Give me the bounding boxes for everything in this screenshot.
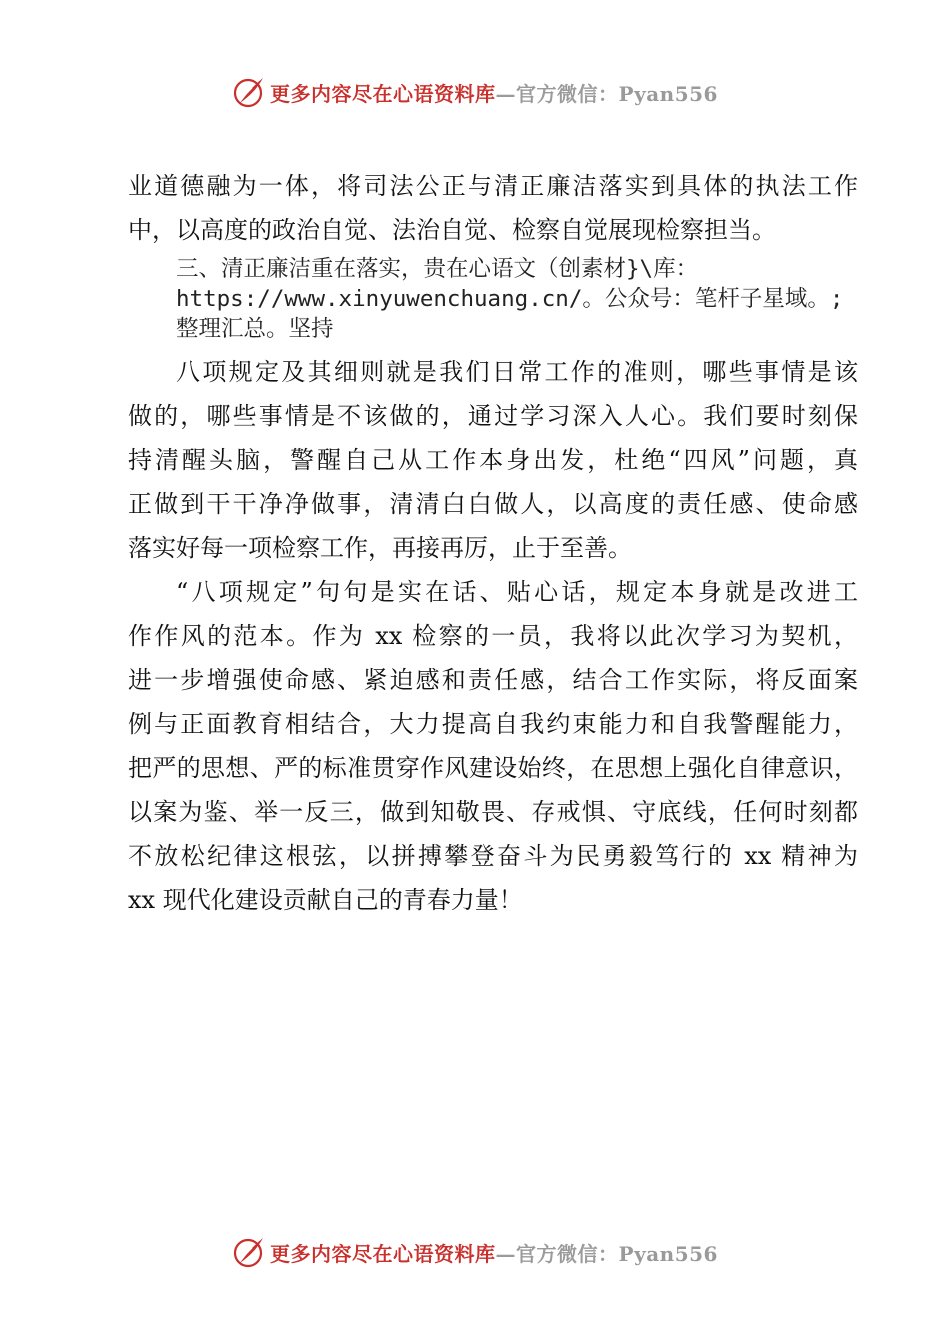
text-line: 作作风的范本。作为 xx 检察的一员，我将以此次学习为契机，: [128, 622, 858, 650]
paragraph-1: [128, 164, 858, 252]
footer-banner: [0, 1232, 950, 1272]
paragraph-3: [128, 570, 858, 922]
text-line: 持清醒头脑，警醒自己从工作本身出发，杜绝“四风”问题，真: [128, 446, 858, 474]
banner-wechat-label: —官方微信：: [495, 81, 619, 106]
quill-pen-circle-icon: [232, 1235, 266, 1269]
banner-wechat-id: Pyan556: [618, 81, 718, 106]
watermark-heading: [176, 254, 858, 344]
text-line: 例与正面教育相结合，大力提高自我约束能力和自我警醒能力，: [128, 710, 858, 738]
text-line: 八项规定及其细则就是我们日常工作的准则，哪些事情是该: [176, 358, 858, 386]
banner-wechat-id: Pyan556: [618, 1241, 718, 1266]
banner-wechat-label: —官方微信：: [495, 1241, 619, 1266]
banner-title: 更多内容尽在心语资料库: [270, 1241, 496, 1266]
quill-pen-circle-icon: [232, 75, 266, 109]
text-line: https://www.xinyuwenchuang.cn/。公众号：笔杆子星域。;: [176, 286, 844, 312]
text-line: 业道德融为一体，将司法公正与清正廉洁落实到具体的执法工作: [128, 172, 858, 200]
text-line: 正做到干干净净做事，清清白白做人，以高度的责任感、使命感: [128, 490, 858, 518]
text-line: 以案为鉴、举一反三，做到知敬畏、存戒惧、守底线，任何时刻都: [128, 798, 858, 826]
text-line: 中，以高度的政治自觉、法治自觉、检察自觉展现检察担当。: [128, 216, 776, 244]
text-line: 把严的思想、严的标准贯穿作风建设始终，在思想上强化自律意识，: [128, 754, 858, 782]
text-line: 不放松纪律这根弦，以拼搏攀登奋斗为民勇毅笃行的 xx 精神为: [128, 842, 858, 870]
text-line: xx 现代化建设贡献自己的青春力量！: [128, 886, 523, 914]
banner-title: 更多内容尽在心语资料库: [270, 81, 496, 106]
text-line: 落实好每一项检察工作，再接再厉，止于至善。: [128, 534, 632, 562]
text-line: 做的，哪些事情是不该做的，通过学习深入人心。我们要时刻保: [128, 402, 858, 430]
header-banner: [0, 72, 950, 112]
document-body: [128, 164, 858, 922]
banner-text: [270, 78, 718, 107]
paragraph-2: [128, 350, 858, 570]
text-line: 三、清正廉洁重在落实，贵在心语文（创素材}\库：: [176, 256, 699, 282]
text-line: 进一步增强使命感、紧迫感和责任感，结合工作实际，将反面案: [128, 666, 858, 694]
text-line: 整理汇总。坚持: [176, 316, 334, 342]
text-line: “八项规定”句句是实在话、贴心话，规定本身就是改进工: [176, 578, 858, 606]
banner-text: [270, 1238, 718, 1267]
